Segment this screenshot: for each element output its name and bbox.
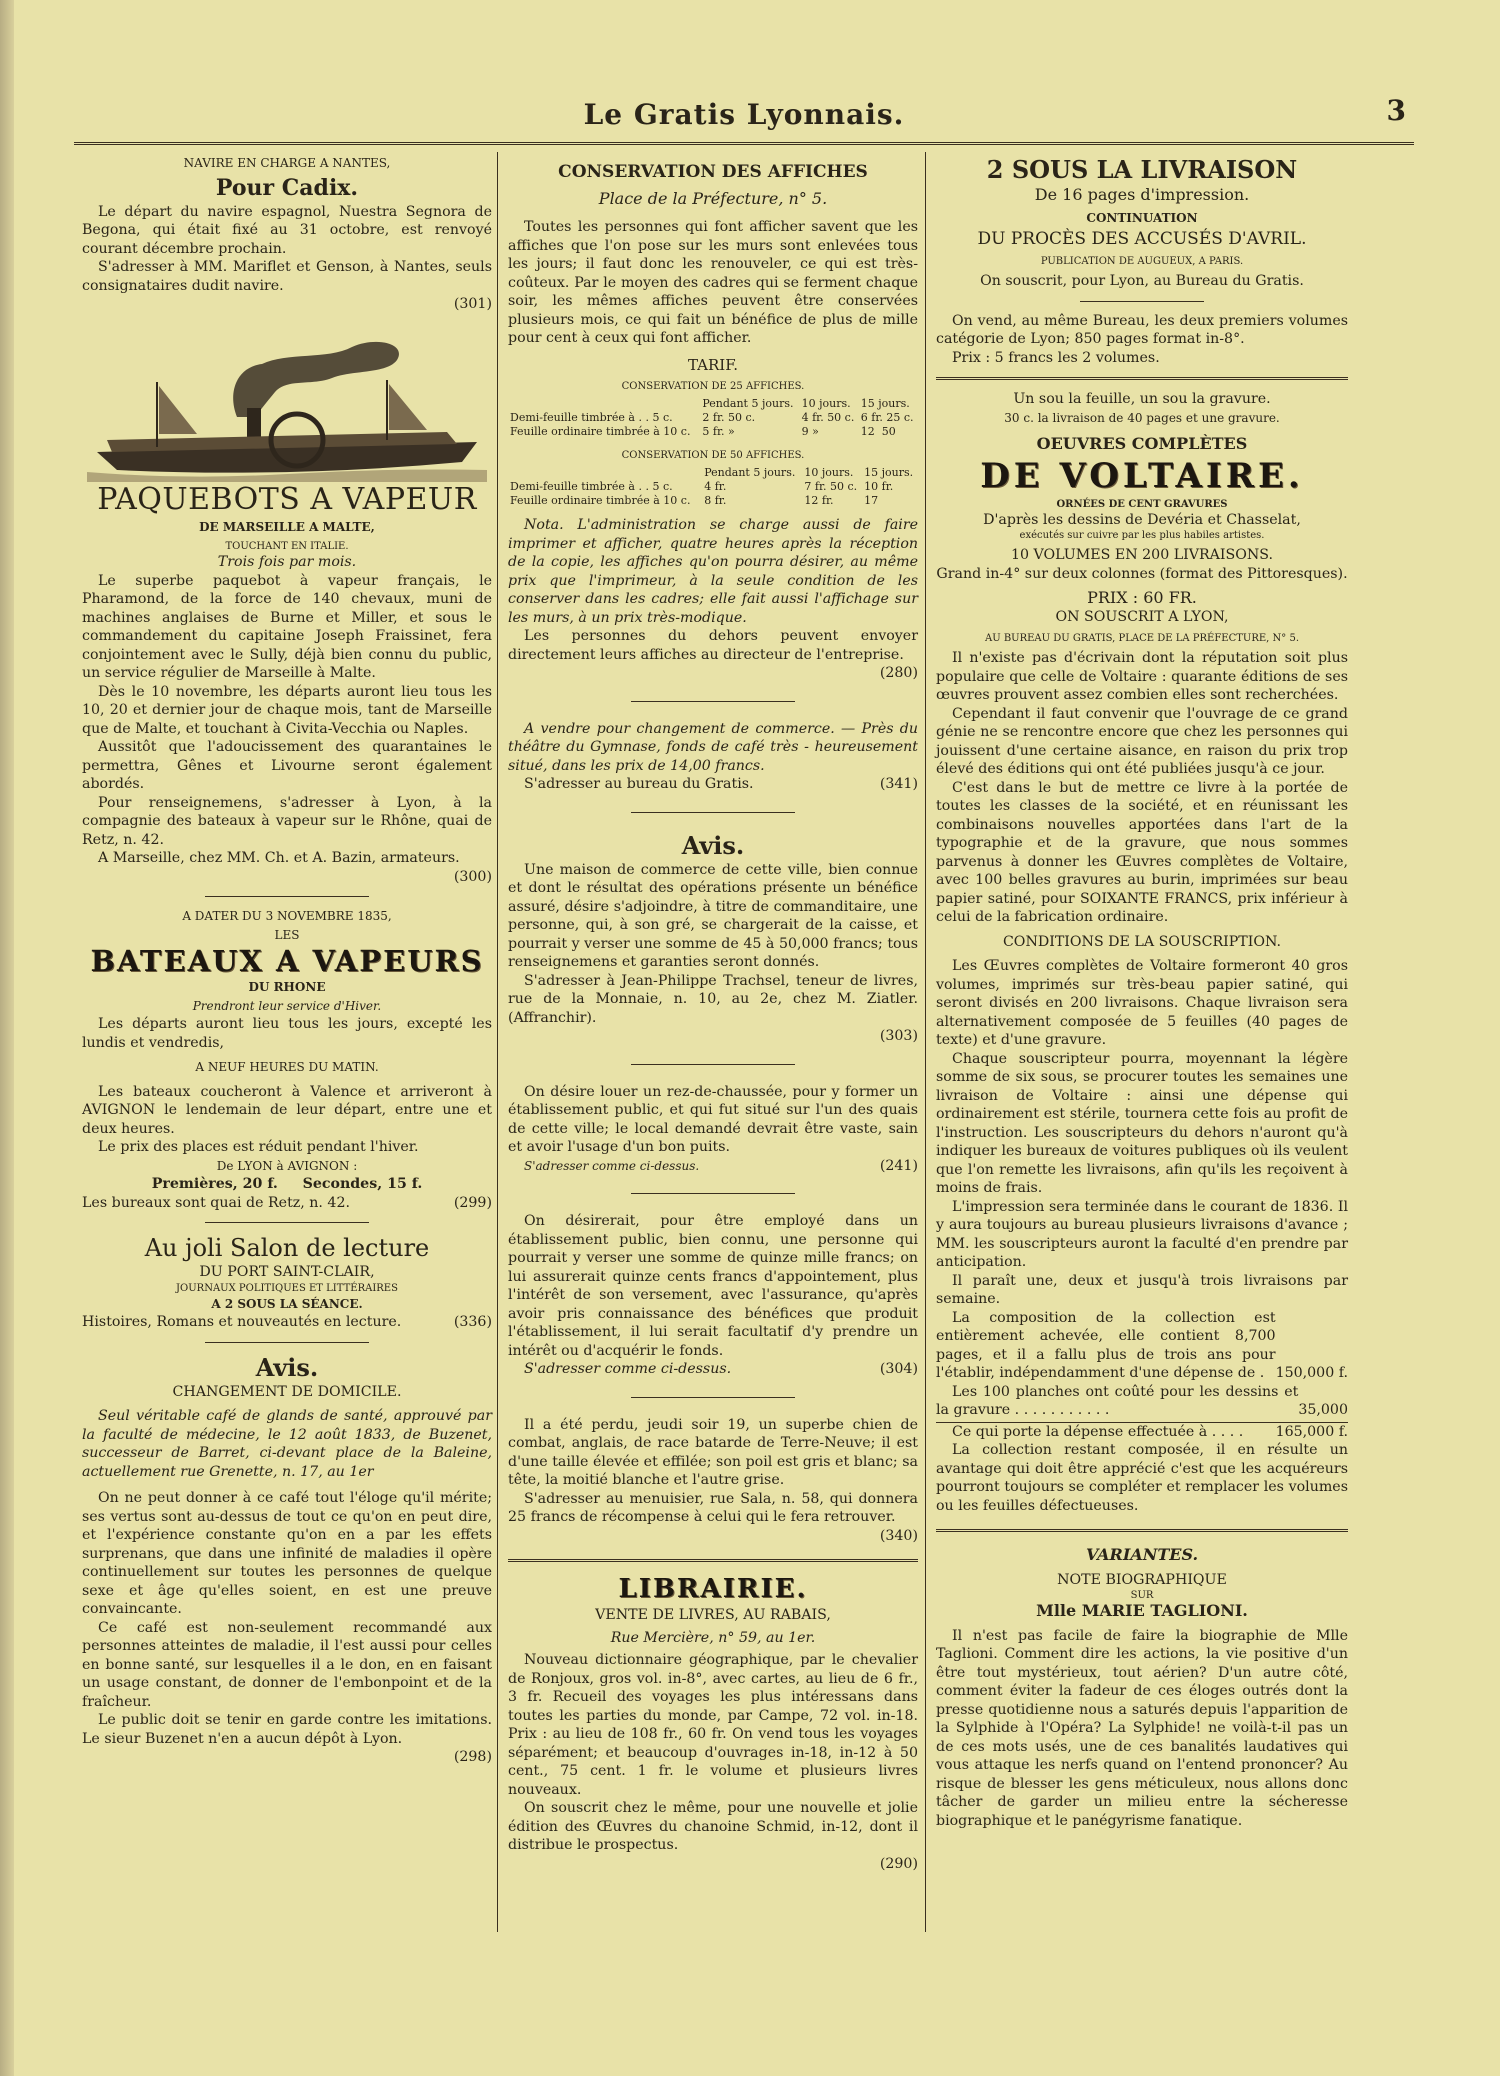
voltaire-p7: Il paraît une, deux et jusqu'à trois livraisons par semaine.	[936, 1272, 1348, 1307]
tarif-cell: 4 fr. 50 c.	[801, 411, 855, 424]
section-rule	[936, 1529, 1348, 1532]
tarif-col-head: 15 jours.	[864, 466, 914, 479]
tarif-cell: 5 fr. »	[702, 425, 735, 438]
voltaire-amount-2: 35,000	[1298, 1402, 1348, 1418]
column-right	[936, 154, 1348, 1830]
voltaire-dessins: D'après les dessins de Devéria et Chasselat,	[983, 511, 1301, 528]
affiches-place: Place de la Préfecture, n° 5.	[598, 189, 828, 208]
tarif-cell: 6 fr. 25 c.	[860, 411, 914, 424]
bateaux-sub: DU RHONE	[248, 980, 326, 994]
tarif-cell: 7 fr. 50 c.	[804, 480, 858, 493]
ad-reference: (300)	[453, 868, 492, 885]
bateaux-title: BATEAUX A VAPEURS	[90, 944, 484, 978]
separator	[631, 701, 795, 702]
ad-reference: (303)	[879, 1028, 918, 1044]
section-rule	[508, 1559, 918, 1562]
ad-reference: (341)	[879, 776, 918, 792]
paquebots-p2: Dès le 10 novembre, les départs auront lieu tous les 10, 20 et dernier jour de chaque mois, tant de Marseille que de Malte, et touchant à Civita-Vecchia ou Naples.	[82, 683, 492, 737]
paquebots-p3: Aussitôt que l'adoucissement des quarantaines le permettra, Gênes et Livourne seront également abordés.	[82, 739, 492, 792]
tarif-cell: 12 fr.	[804, 494, 834, 507]
tarif-cell: 4 fr.	[704, 480, 727, 493]
bateaux-les: LES	[274, 927, 300, 942]
chien-p1: Il a été perdu, jeudi soir 19, un superbe chien de combat, anglais, de race batarde de Terre-Neuve; il est d'une taille élevée et effilée; son poil est gris et blanc; sa tête, la moitié blanche et l'autre grise.	[508, 1416, 918, 1488]
paquebots-p5: A Marseille, chez MM. Ch. et A. Bazin, armateurs.	[98, 850, 460, 866]
newspaper-title: Le Gratis Lyonnais.	[583, 98, 905, 131]
librairie-p1: Nouveau dictionnaire géographique, par le chevalier de Ronjoux, gros vol. in-8°, avec cartes, au lieu de 6 fr., 3 fr. Recueil des voyages les plus intéressans dans toutes les parties du monde, par Campe, 72 vol. in-18. Prix : au lieu de 108 fr., 60 fr. On vend tous les voyages séparément; et beaucoup d'ouvrages in-18, in-12 à 50 cent., 75 cent. 1 fr. le volume et plusieurs livres nouveaux.	[508, 1652, 918, 1798]
voltaire-p3: C'est dans le but de mettre ce livre à la portée de toutes les classes de la société, et en réunissant les combinaisons nouvelles apportées dans l'art de la typographie et de la gravure, que nous sommes parvenus à donner les Œuvres complètes de Voltaire, avec 100 belles gravures au burin, imprimées sur beau papier satiné, pour SOIXANTE FRANCS, prix inférieur à celui de la fabrication ordinaire.	[936, 779, 1348, 925]
librairie-p2: On souscrit chez le même, pour une nouvelle et jolie édition des Œuvres du chanoine Schmid, in-12, dont il distribue le prospectus.	[508, 1800, 918, 1853]
navire-contact: S'adresser à MM. Mariflet et Genson, à Nantes, seuls consignataires dudit navire.	[82, 259, 492, 294]
voltaire-souscrit: ON SOUSCRIT A LYON,	[1055, 608, 1229, 625]
variantes-name: Mlle MARIE TAGLIONI.	[1036, 1601, 1248, 1620]
separator	[205, 1222, 369, 1223]
tarif-cell: 17	[864, 494, 879, 507]
paquebots-route: DE MARSEILLE A MALTE,	[199, 519, 375, 534]
louer-p2: S'adresser comme ci-dessus.	[524, 1158, 700, 1173]
avis-intro: Seul véritable café de glands de santé, approuvé par la faculté de médecine, le 12 août 1833, de Buzenet, successeur de Barret, ci-devant place de la Baleine, actuellement rue Grenette, n. 17, au 1er	[82, 1408, 492, 1480]
tarif-cell: Feuille ordinaire timbrée à 10 c.	[510, 494, 691, 507]
column-middle	[508, 154, 918, 1873]
tarif-cell: Demi-feuille timbrée à . . 5 c.	[510, 480, 673, 493]
proces-title: DU PROCÈS DES ACCUSÉS D'AVRIL.	[977, 229, 1307, 249]
avis2-p1: Une maison de commerce de cette ville, bien connue et dont le résultat des opérations présente un bénéfice assuré, désire s'adjoindre, à titre de commanditaire, une personne, qui, à son gré, se chargerait de la caisse, et pourrait y verser une somme de 45 à 50,000 francs; tous renseignemens et garanties seront donnés.	[508, 861, 918, 970]
bateaux-bureaux: Les bureaux sont quai de Retz, n. 42.	[82, 1194, 350, 1211]
column-left	[82, 154, 492, 1767]
variantes-sur: SUR	[1130, 1590, 1154, 1601]
tarif-cell: Demi-feuille timbrée à . . 5 c.	[510, 411, 673, 424]
avis-p2: Ce café est non-seulement recommandé aux personnes atteintes de maladie, il l'est aussi pour celles en bonne santé, sur lesquelles il a le don, en en faisant un usage constant, de donner de l'embonpoint et de la fraîcheur.	[82, 1619, 492, 1710]
separator	[1080, 301, 1204, 302]
employe-p2: S'adresser comme ci-dessus.	[524, 1361, 732, 1377]
avis-title: Avis.	[255, 1352, 319, 1382]
voltaire-prix: PRIX : 60 FR.	[1087, 588, 1197, 607]
salon-sub: DU PORT SAINT-CLAIR,	[199, 1264, 375, 1280]
navire-body: Le départ du navire espagnol, Nuestra Segnora de Begona, qui était fixé au 31 octobre, est renvoyé courant décembre prochain.	[82, 203, 492, 257]
bateaux-first-class: Premières, 20 f.	[151, 1176, 278, 1192]
avis-sub: CHANGEMENT DE DOMICILE.	[172, 1383, 402, 1400]
variantes-p1: Il n'est pas facile de faire la biographie de Mlle Taglioni. Comment dire les actions, la vie positive d'un être tout mystérieux, tout aérien? D'un autre côté, comment éviter la fadeur de ces éloges outrés dont la presse quotidienne nous a saturés depuis l'apparition de la Sylphide à l'Opéra? La Sylphide! ne voilà-t-il pas un de ces mots usés, une de ces banalités laudatives qui vous attaque les nerfs quand on l'entend prononcer? Au risque de blesser les gens méticuleux, nous allons donc tâcher de garder un milieu entre la sécheresse biographique et le panégyrisme fanatique.	[936, 1627, 1348, 1829]
employe-p1: On désirerait, pour être employé dans un établissement public, bien connu, une personne qui pourrait y verser une somme de quinze mille francs; on lui assurerait quinze cents francs d'appointement, plus l'intérêt de son versement, avec l'assurance, qu'après avoir pris connaissance des bénéfices que produit l'établissement, il lui serait facultatif d'y prendre un intérêt ou d'acquérir le fonds.	[508, 1213, 918, 1359]
ad-reference: (290)	[879, 1855, 918, 1872]
navire-title: Pour Cadix.	[215, 174, 359, 201]
tarif-cell: 10 fr.	[864, 480, 894, 493]
salon-body: Histoires, Romans et nouveautés en lecture.	[82, 1314, 402, 1330]
column-rule	[925, 152, 926, 1932]
steamship-illustration	[87, 322, 487, 482]
tarif-title: TARIF.	[687, 355, 739, 374]
proces-publisher: PUBLICATION DE AUGUEUX, A PARIS.	[1040, 256, 1244, 267]
ad-reference: (336)	[453, 1314, 492, 1330]
vendre-p2: S'adresser au bureau du Gratis.	[524, 776, 754, 792]
tarif-cell: 2 fr. 50 c.	[702, 411, 756, 424]
voltaire-p5: Chaque souscripteur pourra, moyennant la légère somme de six sous, se procurer toutes les semaines une livraison de Voltaire : ainsi une dépense qui ordinairement est stérile, tournera cette fois au profit de l'instruction. Les souscripteurs du dehors n'auront qu'à indiquer les bureaux de voitures publiques où ils veulent que l'on remette les livraisons, afin qu'ils les reçoivent à moins de frais.	[936, 1050, 1348, 1196]
librairie-sub: VENTE DE LIVRES, AU RABAIS,	[595, 1607, 831, 1623]
voltaire-conditions: CONDITIONS DE LA SOUSCRIPTION.	[1002, 933, 1282, 950]
voltaire-volumes: 10 VOLUMES EN 200 LIVRAISONS.	[1010, 547, 1274, 563]
tarif-50-heading: CONSERVATION DE 50 AFFICHES.	[621, 450, 805, 461]
voltaire-amount-3: 165,000 f.	[1275, 1423, 1348, 1440]
tarif-25-table	[508, 397, 918, 439]
bateaux-p2: Les bateaux coucheront à Valence et arriveront à AVIGNON le lendemain de leur départ, entre une et deux heures.	[82, 1083, 492, 1137]
louer-p1: On désire louer un rez-de-chaussée, pour y former un établissement public, et qui fut situé sur l'un des quais de cette ville; le local demandé devrait être vaste, sain et avoir l'usage d'un bon puits.	[508, 1083, 918, 1155]
bateaux-second-class: Secondes, 15 f.	[302, 1176, 423, 1192]
proces-prix: Prix : 5 francs les 2 volumes.	[952, 349, 1160, 366]
ad-reference: (301)	[453, 296, 492, 312]
variantes-title: VARIANTES.	[1085, 1545, 1199, 1564]
ad-reference: (298)	[453, 1749, 492, 1765]
separator	[631, 1064, 795, 1065]
voltaire-p6: L'impression sera terminée dans le courant de 1836. Il y aura toujours au bureau plusieurs livraisons d'avance ; MM. les souscripteurs auront la faculté d'en prendre par anticipation.	[936, 1198, 1348, 1270]
separator	[205, 1342, 369, 1343]
separator	[631, 1397, 795, 1398]
tarif-cell: 50	[881, 425, 896, 438]
proces-price: 2 SOUS LA LIVRAISON	[986, 155, 1298, 184]
tarif-cell: Feuille ordinaire timbrée à 10 c.	[510, 425, 691, 438]
paquebots-stop: TOUCHANT EN ITALIE.	[225, 541, 349, 552]
paquebots-p4: Pour renseignemens, s'adresser à Lyon, à la compagnie des bateaux à vapeur sur le Rhône, quai de Retz, n. 42.	[82, 794, 492, 848]
voltaire-line2: 30 c. la livraison de 40 pages et une gravure.	[1004, 410, 1280, 425]
affiches-title: CONSERVATION DES AFFICHES	[558, 162, 868, 182]
ad-reference: (280)	[879, 665, 918, 681]
voltaire-p8: La composition de la collection est entièrement achevée, elle contient 8,700 pages, et il a fallu plus de trois ans pour l'établir, indépendamment d'une dépense de .	[936, 1309, 1276, 1381]
tarif-cell: 9 »	[801, 425, 819, 438]
section-rule	[936, 377, 1348, 380]
proces-volumes: On vend, au même Bureau, les deux premiers volumes catégorie de Lyon; 850 pages format in-8°.	[936, 312, 1348, 347]
ad-reference: (241)	[879, 1157, 918, 1174]
tarif-cell: 8 fr.	[704, 494, 727, 507]
voltaire-amount-1: 150,000 f.	[1275, 1365, 1348, 1381]
page-number: 3	[1386, 94, 1406, 127]
bateaux-route: De LYON à AVIGNON :	[216, 1158, 358, 1173]
voltaire-executes: exécutés sur cuivre par les plus habiles artistes.	[1019, 530, 1265, 541]
avis2-title: Avis.	[681, 830, 745, 860]
variantes-note: NOTE BIOGRAPHIQUE	[1057, 1571, 1227, 1588]
voltaire-title: OEUVRES COMPLÈTES	[1036, 434, 1248, 453]
proces-subscribe: On souscrit, pour Lyon, au Bureau du Gratis.	[980, 273, 1304, 289]
bateaux-p1: Les départs auront lieu tous les jours, excepté les lundis et vendredis,	[82, 1016, 492, 1051]
paquebots-title: PAQUEBOTS A VAPEUR	[97, 481, 477, 517]
avis2-p2: S'adresser à Jean-Philippe Trachsel, teneur de livres, rue de la Monnaie, n. 10, au 2e, chez M. Ziatler. (Affranchir).	[508, 972, 918, 1026]
salon-price: A 2 SOUS LA SÉANCE.	[211, 1296, 363, 1311]
avis-p3: Le public doit se tenir en garde contre les imitations. Le sieur Buzenet n'en a aucun dépôt à Lyon.	[82, 1712, 492, 1747]
tarif-col-head: 15 jours.	[860, 397, 910, 410]
voltaire-p10: Ce qui porte la dépense effectuée à . . . .	[952, 1423, 1244, 1440]
navire-kicker: NAVIRE EN CHARGE A NANTES,	[183, 156, 391, 170]
voltaire-p1: Il n'existe pas d'écrivain dont la réputation soit plus populaire que celle de Voltaire : quarante éditions de ses œuvres prouvent assez combien elles sont recherchées.	[936, 650, 1348, 703]
affiches-p2: Les personnes du dehors peuvent envoyer directement leurs affiches au directeur de l'entreprise.	[508, 628, 918, 663]
ad-reference: (340)	[879, 1527, 918, 1544]
voltaire-format: Grand in-4° sur deux colonnes (format des Pittoresques).	[936, 565, 1348, 582]
voltaire-p11: La collection restant composée, il en résulte un avantage qui doit être apprécié c'est que les acquéreurs pourront toujours se compléter et remplacer les volumes ou les feuilles défectueuses.	[936, 1442, 1348, 1514]
tarif-col-head: 10 jours.	[801, 397, 851, 410]
voltaire-bureau: AU BUREAU DU GRATIS, PLACE DE LA PRÉFECTURE, N° 5.	[984, 633, 1299, 644]
voltaire-line1: Un sou la feuille, un sou la gravure.	[1013, 391, 1271, 407]
separator	[205, 896, 369, 897]
proces-pages: De 16 pages d'impression.	[1034, 185, 1250, 204]
salon-journaux: JOURNAUX POLITIQUES ET LITTÉRAIRES	[176, 1282, 398, 1294]
vendre-p1: A vendre pour changement de commerce. — Près du théâtre du Gymnase, fonds de café très - heureusement situé, dans les prix de 14,00 francs.	[508, 720, 918, 774]
librairie-address: Rue Mercière, n° 59, au 1er.	[610, 1629, 816, 1646]
paquebots-frequency: Trois fois par mois.	[217, 554, 357, 570]
bateaux-p3: Le prix des places est réduit pendant l'hiver.	[98, 1139, 419, 1155]
ad-reference: (304)	[879, 1361, 918, 1377]
tarif-col-head: 10 jours.	[804, 466, 854, 479]
bateaux-date: A DATER DU 3 NOVEMBRE 1835,	[182, 909, 392, 923]
voltaire-p2: Cependant il faut convenir que l'ouvrage de ce grand génie ne se rencontre encore que chez les personnes qui jouissent d'une certaine aisance, en raison du prix trop élevé des éditions qui ont été publiées jusqu'à ce jour.	[936, 705, 1348, 777]
voltaire-ornees: ORNÉES DE CENT GRAVURES	[1056, 498, 1228, 510]
tarif-cell: 12	[860, 425, 875, 438]
voltaire-name: DE VOLTAIRE.	[980, 455, 1304, 496]
librairie-title: LIBRAIRIE.	[618, 1574, 808, 1604]
voltaire-p9: Les 100 planches ont coûté pour les dessins et la gravure . . . . . . . . . . .	[936, 1383, 1299, 1418]
affiches-p1: Toutes les personnes qui font afficher savent que les affiches que l'on pose sur les murs sont enlevées tous les jours; il faut donc les renouveler, ce qui est très-coûteux. Par le moyen des cadres qui se ferment chaque soir, les mêmes affiches peuvent être conservées plusieurs mois, ce qui fait un bénéfice de plus de mille pour cent à ceux qui font afficher.	[508, 219, 918, 346]
voltaire-p4: Les Œuvres complètes de Voltaire formeront 40 gros volumes, imprimés sur très-beau papier satiné, qui seront divisés en 200 livraisons. Chaque livraison sera alternativement composée de 5 feuilles (40 pages de texte) et d'une gravure.	[936, 958, 1348, 1048]
ad-reference: (299)	[453, 1194, 492, 1211]
separator	[631, 812, 795, 813]
page-binding	[0, 0, 14, 2076]
bateaux-hour: A NEUF HEURES DU MATIN.	[195, 1060, 379, 1074]
bateaux-service: Prendront leur service d'Hiver.	[192, 998, 382, 1013]
tarif-col-head: Pendant 5 jours.	[704, 466, 796, 479]
proces-continuation: CONTINUATION	[1086, 210, 1198, 225]
avis-p1: On ne peut donner à ce café tout l'éloge qu'il mérite; ses vertus sont au-dessus de tout ce qu'on en peut dire, et l'expérience constante qu'on en a par les effets surprenans, que dans une infinité de maladies il opère continuellement sur toutes les personnes de quelque sexe et âge qu'elles soient, en est une preuve convaincante.	[82, 1490, 492, 1617]
salon-title: Au joli Salon de lecture	[144, 1234, 430, 1262]
tarif-25-heading: CONSERVATION DE 25 AFFICHES.	[621, 381, 805, 392]
affiches-nota: Nota. L'administration se charge aussi de faire imprimer et afficher, quatre heures après la réception de la copie, les affiches qu'on pourra désirer, au même prix que l'imprimeur, à la seule condition de les conserver dans les cadres; elle fait aussi l'affichage sur les murs, à un prix très-modique.	[508, 517, 918, 626]
paquebots-p1: Le superbe paquebot à vapeur français, le Pharamond, de la force de 140 chevaux, muni de machines anglaises de Burne et Miller, et sous le commandement du capitaine Joseph Fraissinet, fera conjointement avec le Sully, déjà bien connu du public, un service régulier de Marseille à Malte.	[82, 572, 492, 681]
tarif-50-table	[508, 466, 918, 508]
column-rule	[497, 152, 498, 1932]
separator	[631, 1193, 795, 1194]
chien-p2: S'adresser au menuisier, rue Sala, n. 58, qui donnera 25 francs de récompense à celui qui le fera retrouver.	[508, 1490, 918, 1525]
tarif-col-head: Pendant 5 jours.	[702, 397, 794, 410]
masthead	[74, 92, 1414, 145]
